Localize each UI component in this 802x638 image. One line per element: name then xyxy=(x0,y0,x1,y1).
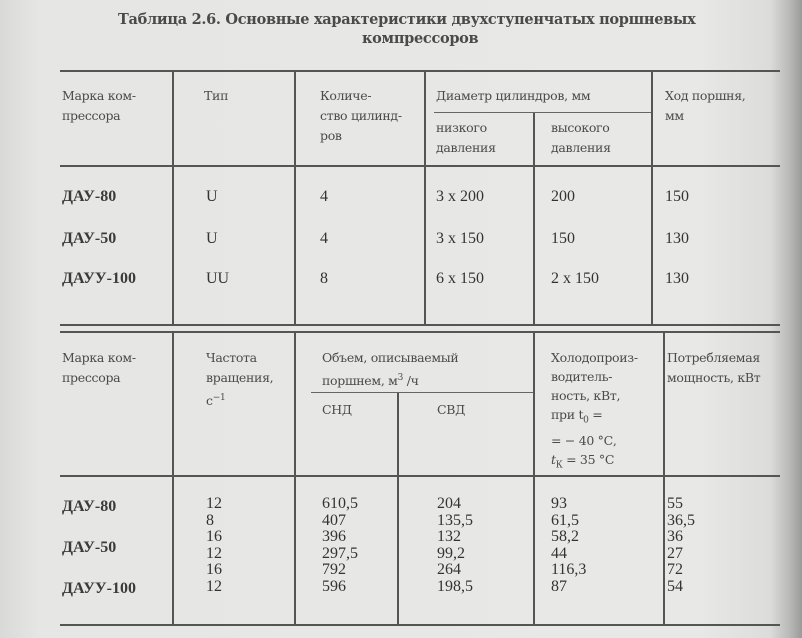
brand-cell: ДАУ-80 xyxy=(62,498,117,515)
divider xyxy=(60,475,780,477)
column-divider xyxy=(533,331,535,625)
cylinders-cell: 8 xyxy=(320,270,328,287)
power-column xyxy=(667,496,695,595)
table-cell: 12 xyxy=(206,577,222,595)
column-divider xyxy=(663,331,665,625)
table-cell: 54 xyxy=(667,577,683,595)
brand-cell: ДАУУ-100 xyxy=(62,580,136,597)
diam-low-cell: 3 x 200 xyxy=(436,188,484,205)
diam-high-cell: 150 xyxy=(551,230,575,247)
diam-low-cell: 6 x 150 xyxy=(436,270,484,287)
stroke-cell: 150 xyxy=(665,188,689,205)
table-cell: 55 xyxy=(667,495,683,512)
column-divider xyxy=(172,70,174,325)
column-divider xyxy=(294,331,296,625)
table-cell: 61,5 xyxy=(551,511,579,529)
table-cell: 264 xyxy=(437,561,461,578)
table-cell: 132 xyxy=(437,528,461,545)
header-rotation-frequency: Частота вращения, $с^{-1}$ xyxy=(206,350,274,409)
table-cell: 72 xyxy=(667,561,683,578)
type-cell: U xyxy=(206,230,218,247)
header-stroke: Ход поршня, мм xyxy=(665,88,746,123)
column-divider xyxy=(172,331,174,625)
table-cell: 116,3 xyxy=(551,561,587,578)
divider xyxy=(60,165,780,167)
diam-high-cell: 2 x 150 xyxy=(551,270,599,287)
stroke-cell: 130 xyxy=(665,230,689,247)
type-cell: UU xyxy=(206,270,230,287)
brand-cell: ДАУУ-100 xyxy=(62,270,136,287)
divider xyxy=(311,392,533,393)
diam-high-cell: 200 xyxy=(551,188,575,205)
table-cell: 16 xyxy=(206,561,222,578)
header-swept-volume: Объем, описываемый поршнем, $м^3$ /ч xyxy=(322,350,459,389)
header-cylinder-count: Количе- ство цилинд- ров xyxy=(320,88,402,143)
cooling-column xyxy=(551,496,586,595)
divider xyxy=(434,112,652,113)
brand-cell: ДАУ-50 xyxy=(62,230,117,247)
cylinders-cell: 4 xyxy=(320,188,328,205)
table-cell: 36,5 xyxy=(667,511,695,529)
header-low-pressure: низкого давления xyxy=(436,120,496,155)
column-divider xyxy=(397,393,399,625)
column-divider xyxy=(651,70,653,325)
table-cell: 204 xyxy=(437,495,461,512)
table-cell: 99,2 xyxy=(437,544,465,562)
header-diameter: Диаметр цилиндров, мм xyxy=(436,88,591,103)
table-cell: 135,5 xyxy=(437,511,473,529)
header-cooling-capacity: Холодопроиз- водитель- ность, кВт, при $t_0$ = = − 40 °С, $t_К = 35$ °С xyxy=(551,350,638,470)
table-cell: 36 xyxy=(667,528,683,545)
column-divider xyxy=(533,113,535,325)
divider xyxy=(60,624,780,626)
column-divider xyxy=(294,70,296,325)
type-cell: U xyxy=(206,188,218,205)
header-snd: СНД xyxy=(322,402,352,417)
caption-line-1: Таблица 2.6. Основные характеристики двухступенчатых поршневых xyxy=(118,11,696,28)
table-cell: 12 xyxy=(206,495,222,512)
frequency-column xyxy=(206,496,222,595)
svd-column xyxy=(437,496,473,595)
table-cell: 27 xyxy=(667,544,683,562)
table-cell: 8 xyxy=(206,511,214,529)
table-cell: 198,5 xyxy=(437,577,473,595)
table-cell: 87 xyxy=(551,577,567,595)
divider xyxy=(60,70,780,72)
divider xyxy=(60,324,780,326)
table-cell: 396 xyxy=(322,528,346,545)
header-brand: Марка ком- прессора xyxy=(62,350,136,385)
table-cell: 297,5 xyxy=(322,544,358,562)
table-cell: 407 xyxy=(322,511,346,529)
header-high-pressure: высокого давления xyxy=(551,120,611,155)
table-cell: 610,5 xyxy=(322,495,358,512)
header-svd: СВД xyxy=(437,402,466,417)
diam-low-cell: 3 x 150 xyxy=(436,230,484,247)
header-type: Тип xyxy=(204,88,229,103)
header-brand: Марка ком- прессора xyxy=(62,88,136,123)
divider xyxy=(60,331,780,333)
table-cell: 596 xyxy=(322,577,346,595)
brand-cell: ДАУ-80 xyxy=(62,188,117,205)
table-cell: 58,2 xyxy=(551,528,579,545)
stroke-cell: 130 xyxy=(665,270,689,287)
table-cell: 16 xyxy=(206,528,222,545)
table-cell: 44 xyxy=(551,544,567,562)
table-cell: 12 xyxy=(206,544,222,562)
column-divider xyxy=(424,70,426,325)
caption-line-2: компрессоров xyxy=(362,30,479,47)
snd-column xyxy=(322,496,358,595)
table-cell: 792 xyxy=(322,561,346,578)
header-power: Потребляемая мощность, кВт xyxy=(667,350,761,385)
brand-cell: ДАУ-50 xyxy=(62,539,117,556)
cylinders-cell: 4 xyxy=(320,230,328,247)
table-cell: 93 xyxy=(551,495,567,512)
